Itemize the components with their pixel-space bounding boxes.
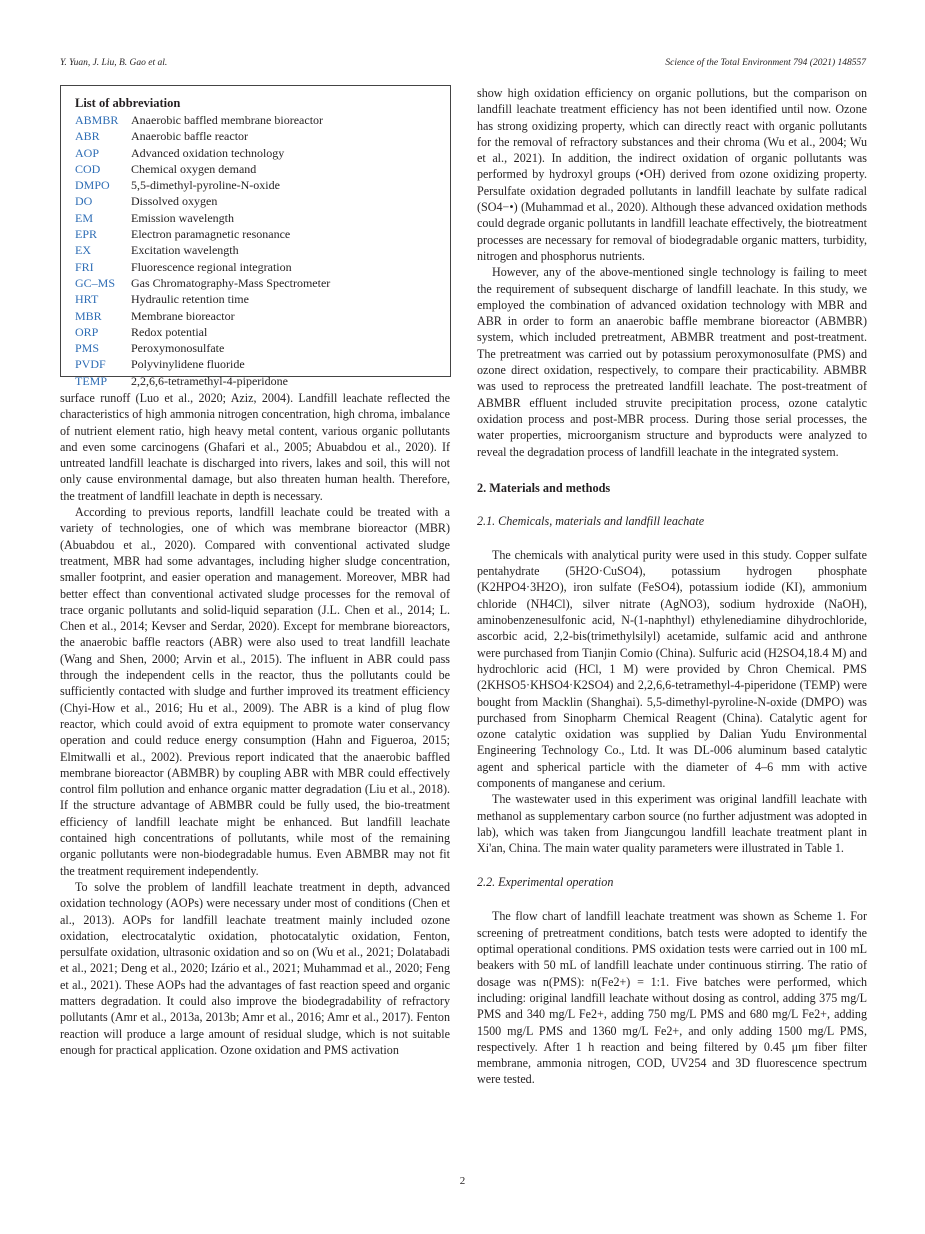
abbreviation-definition: Chemical oxygen demand xyxy=(131,161,257,176)
abbreviation-definition: 5,5-dimethyl-pyroline-N-oxide xyxy=(131,178,280,193)
abbreviation-definition: Emission wavelength xyxy=(131,210,234,225)
abbreviation-row xyxy=(75,373,436,389)
abbreviation-code[interactable]: FRI xyxy=(75,259,94,274)
abbreviation-code[interactable]: EM xyxy=(75,210,93,225)
abbreviation-row xyxy=(75,145,436,161)
abbreviation-row xyxy=(75,291,436,307)
abbreviation-code[interactable]: ABMBR xyxy=(75,113,119,127)
paragraph: The wastewater used in this experiment was original landfill leachate with methanol as supplementary carbon source (no further adjustment was adopted in lab), which was taken from Jiangcungou landfill leachate treatment plant in Xi'an, China. The main water quality parameters were illustrated in Table 1. xyxy=(477,792,867,856)
abbreviation-definition: 2,2,6,6-tetramethyl-4-piperidone xyxy=(131,373,288,388)
abbreviation-list xyxy=(75,112,436,389)
paragraph: To solve the problem of landfill leachate treatment in depth, advanced oxidation technology (AOPs) were necessary under most of conditions (Chen et al., 2013). AOPs for landfill leachate treatment mainly included ozone oxidation, electrocatalytic oxidation, photocatalytic oxidation, Fenton, persulfate oxidation, ultrasonic oxidation and so on (Wu et al., 2021; Dolatabadi et al., 2021; Deng et al., 2020; Izário et al., 2021; Muhammad et al., 2020; Feng et al., 2021). These AOPs had the advantages of fast reaction speed and organic matters degradation. It could also improve the biodegradability of refractory pollutants (Amr et al., 2013a, 2013b; Amr et al., 2016; Amr et al., 2017). Fenton reaction will produce a large amount of residual sludge, which is not suitable enough for practical application. Ozone oxidation and PMS activation xyxy=(60,879,450,1057)
abbreviation-definition: Peroxymonosulfate xyxy=(131,341,225,356)
abbreviation-row xyxy=(75,112,436,128)
abbreviation-definition: Fluorescence regional integration xyxy=(131,259,292,274)
section-heading: 2. Materials and methods xyxy=(477,480,611,495)
abbreviation-row xyxy=(75,340,436,356)
abbreviation-definition: Anaerobic baffle reactor xyxy=(131,129,249,144)
abbreviation-code[interactable]: DO xyxy=(75,194,93,209)
abbreviation-row xyxy=(75,193,436,209)
abbreviation-definition: Advanced oxidation technology xyxy=(131,145,285,160)
abbreviation-definition: Excitation wavelength xyxy=(131,243,239,258)
abbreviation-row xyxy=(75,128,436,144)
paragraph: The chemicals with analytical purity were used in this study. Copper sulfate pentahydrate (5H2O·CuSO4), potassium hydrogen phosphate (K2HPO4·3H2O), iron sulfate (FeSO4), potassium iodide (KI), ammonium chloride (NH4Cl), silver nitrate (AgNO3), sodium hydroxide (NaOH), aminobenzenesulfonic acid, N-(1-naphthyl) ethylenediamine dihydrochloride, ascorbic acid, 2,2-bis(trimethylsilyl) acetamide, sulfamic acid and anthrone were purchased from Tianjin Comio (China). Sulfuric acid (H2SO4,18.4 M) and hydrochloric acid (HCl, 1 M) were provided by Chron Chemical. PMS (2KHSO5·KHSO4·K2SO4) and 2,2,6,6-tetramethyl-4-piperidone (TEMP) were bought from Macklin (Shanghai). 5,5-dimethyl-pyroline-N-oxide (DMPO) was purchased from Sinopharm Chemical Reagent (China). Catalytic agent for ozone catalytic oxidation was supplied by Dalian Yudu Environmental Engineering Technology Co., Ltd. It was DL-006 aluminum based catalytic agent and spherical particle with the diameter of 4–6 mm with active components of manganese and cerium. xyxy=(477,547,867,790)
paragraph: According to previous reports, landfill leachate could be treated with a variety of technologies, one of which was membrane bioreactor (MBR) (Abuabdou et al., 2020). Compared with conventional activated sludge treatment, MBR had some advantages, including higher sludge concentration, smaller footprint, and easier operation and management. Moreover, MBR had better effect than conventional activated sludge processes for the removal of trace organic pollutants and solid-liquid separation (J.L. Chen et al., 2014; L. Chen et al., 2014; Kevser and Serdar, 2020). Except for membrane bioreactors, the anaerobic baffle reactors (ABR) were also used to treat landfill leachate (Wang and Shen, 2000; Arvin et al., 2015). The influent in ABR could pass through the independent cells in the reactor, thus the pollutants could be sufficiently contacted with sludge and further improved its treatment efficiency (Chyi-How et al., 2016; Hu et al., 2009). The ABR is a kind of plug flow reactor, which could avoid of extra equipment to promote water conservancy operation and could reduce energy consumption (Hahn and Figueroa, 2015; Elmitwalli et al., 2002). Previous report indicated that the anaerobic baffled membrane bioreactor (ABMBR) by coupling ABR with MBR could effectively control film pollution and enhance organic matter degradation (Liu et al., 2018). If the structure advantage of ABMBR could be fully used, the bio-treatment efficiency of landfill leachate might be enhanced. But landfill leachate contained high concentrations of pollutants, while most of the remaining organic pollutants were non-biodegradable humus. Even ABMBR may not fit the treatment requirement independently. xyxy=(60,505,450,878)
abbreviation-code[interactable]: PVDF xyxy=(75,357,106,372)
abbreviation-code[interactable]: EX xyxy=(75,243,91,258)
running-header-authors: Y. Yuan, J. Liu, B. Gao et al. xyxy=(60,58,168,68)
abbreviation-row xyxy=(75,324,436,340)
abbreviation-code[interactable]: GC–MS xyxy=(75,275,116,290)
running-header-journal: Science of the Total Environment 794 (2021) 148557 xyxy=(665,58,866,68)
abbreviation-code[interactable]: AOP xyxy=(75,145,100,160)
abbreviation-definition: Polyvinylidene fluoride xyxy=(131,357,245,372)
subsection-heading: 2.1. Chemicals, materials and landfill leachate xyxy=(477,513,705,528)
left-column xyxy=(60,85,450,1058)
abbreviation-row xyxy=(75,275,436,291)
abbreviation-code[interactable]: TEMP xyxy=(75,373,108,388)
abbreviation-definition: Gas Chromatography-Mass Spectrometer xyxy=(131,275,331,290)
abbreviation-definition: Anaerobic baffled membrane bioreactor xyxy=(131,113,324,127)
abbreviation-code[interactable]: PMS xyxy=(75,341,100,356)
abbreviation-code[interactable]: DMPO xyxy=(75,178,110,193)
abbreviation-row xyxy=(75,210,436,226)
paragraph: show high oxidation efficiency on organic pollutions, but the comparison on landfill leachate treatment efficiency has not been identified until now. Ozone has strong oxidizing property, which can directly react with organic pollutants for the removal of refractory substances and their chroma (Wu et al., 2004; Wu et al., 2021). In addition, the indirect oxidation of organic pollutants was performed by hydroxyl groups (•OH) derived from ozone oxidizing property. Persulfate oxidation degraded pollutants in landfill leachate by sulfate radical (SO4−•) (Muhammad et al., 2020). Although these advanced oxidation methods could degrade organic pollutants in landfill leachate effectively, the biotreatment processes are necessary for removal of biodegradable organic matters, turbidity, nitrogen and phosphorus nutrients. xyxy=(477,86,867,263)
paragraph: surface runoff (Luo et al., 2020; Aziz, 2004). Landfill leachate reflected the characteristics of high ammonia nitrogen concentration, high chroma, imbalance of nutrient element ratio, high heavy metal content, various organic pollutants and even some carcinogens (Ghafari et al., 2005; Abuabdou et al., 2020). If untreated landfill leachate is discharged into rivers, lakes and soil, this will not only cause environmental damage, but also threaten human health. Therefore, the treatment of landfill leachate in depth is necessary. xyxy=(60,391,450,503)
paragraph: However, any of the above-mentioned single technology is failing to meet the requirement of subsequent discharge of landfill leachate. In this study, we employed the combination of advanced oxidation technology with MBR and ABR in order to form an anaerobic baffle membrane bioreactor (ABMBR) system, which included pretreatment, ABMBR treatment and post-treatment. The pretreatment was carried out by potassium peroxymonosulfate (PMS) and ozone direct oxidation, respectively, to compare their practicability. ABMBR was used to reprocess the pretreated landfill leachate. The post-treatment of ABMBR effluent included struvite precipitation process, ozone catalytic oxidation process and post-MBR process. During those serial processes, the water properties, microorganism structure and byproducts were analyzed to reveal the degradation process of landfill leachate in the integrated system. xyxy=(477,265,867,459)
abbreviation-title: List of abbreviation xyxy=(75,96,181,110)
abbreviation-code[interactable]: MBR xyxy=(75,308,102,323)
abbreviation-definition: Dissolved oxygen xyxy=(131,194,218,209)
abbreviation-code[interactable]: COD xyxy=(75,161,101,176)
abbreviation-row xyxy=(75,356,436,372)
abbreviation-row xyxy=(75,259,436,275)
abbreviation-definition: Hydraulic retention time xyxy=(131,292,249,307)
page-number: 2 xyxy=(459,1175,466,1187)
abbreviation-row xyxy=(75,161,436,177)
abbreviation-code[interactable]: HRT xyxy=(75,292,99,307)
abbreviation-code[interactable]: ABR xyxy=(75,129,100,144)
abbreviation-row xyxy=(75,177,436,193)
abbreviation-code[interactable]: ORP xyxy=(75,324,99,339)
abbreviation-code[interactable]: EPR xyxy=(75,227,98,242)
abbreviation-row xyxy=(75,308,436,324)
abbreviation-box xyxy=(60,85,451,388)
right-column xyxy=(477,85,867,1088)
abbreviation-definition: Redox potential xyxy=(131,324,208,339)
abbreviation-row xyxy=(75,242,436,258)
abbreviation-definition: Membrane bioreactor xyxy=(131,308,235,323)
paragraph: The flow chart of landfill leachate treatment was shown as Scheme 1. For screening of pretreatment conditions, batch tests were adopted to identify the optimal operational conditions. PMS oxidation tests were carried out in 100 mL beakers with 50 mL of landfill leachate under continuous stirring. The ratio of dosage was n(PMS): n(Fe2+) = 1:1. Five batches were performed, which including: original landfill leachate without dosing as control, adding 375 mg/L PMS and 340 mg/L Fe2+, adding 750 mg/L PMS and 680 mg/L Fe2+, adding 1500 mg/L PMS and 1360 mg/L Fe2+, and only adding 1500 mg/L PMS, respectively. After 1 h reaction and being filtered by 0.45 μm fiber filter membrane, ammonia nitrogen, COD, UV254 and 3D fluorescence spectrum were tested. xyxy=(477,909,867,1087)
subsection-heading: 2.2. Experimental operation xyxy=(477,875,614,890)
abbreviation-definition: Electron paramagnetic resonance xyxy=(131,227,291,242)
abbreviation-row xyxy=(75,226,436,242)
